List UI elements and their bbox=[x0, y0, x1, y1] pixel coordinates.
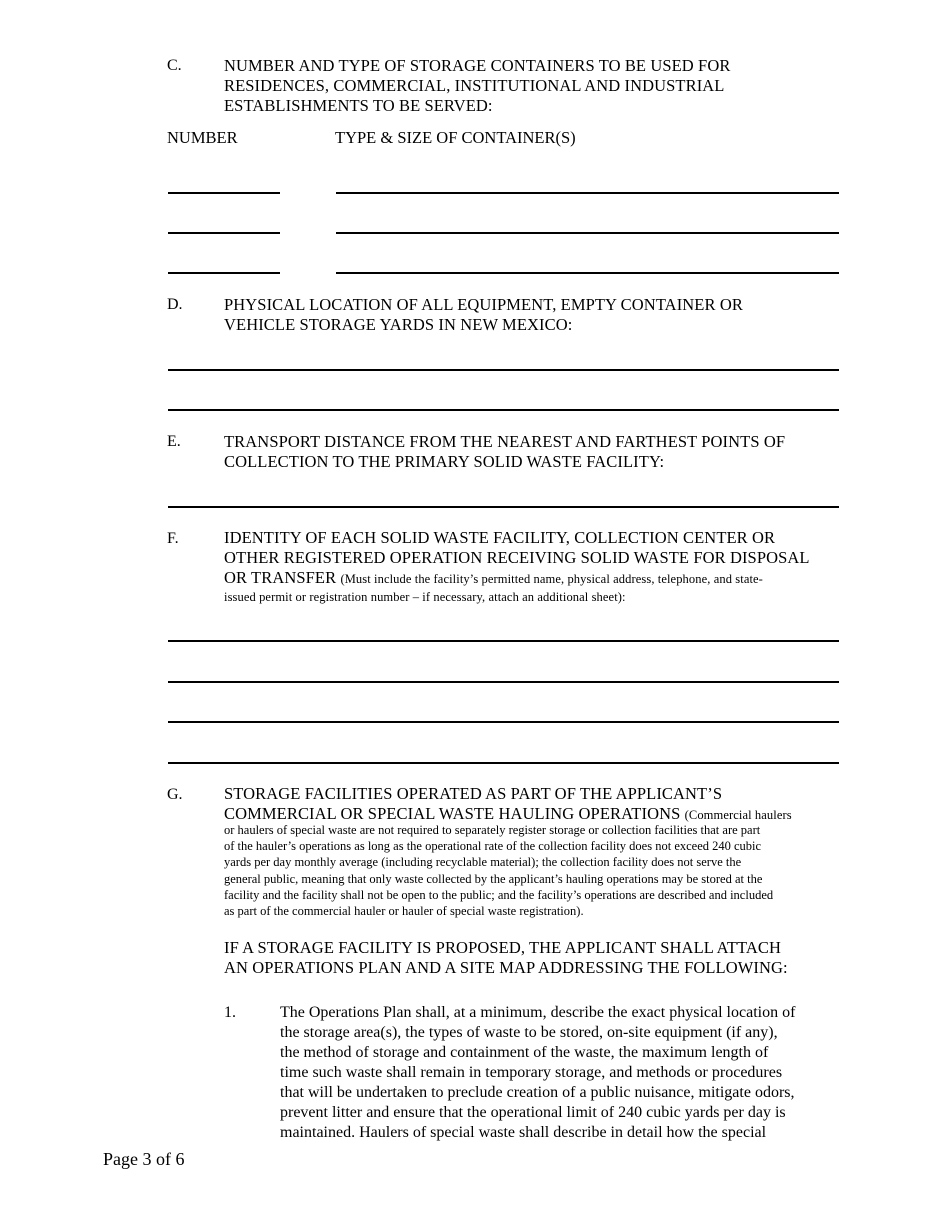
section-g-letter: G. bbox=[167, 786, 183, 803]
facility-entry-line-2[interactable] bbox=[168, 681, 839, 683]
number-entry-line-3[interactable] bbox=[168, 272, 280, 274]
section-g-note-line: as part of the commercial hauler or hauler of special waste registration). bbox=[224, 904, 584, 919]
section-g-note-line: facility and the facility shall not be open to the public; and the facility’s operations are described and included bbox=[224, 887, 774, 902]
facility-entry-line-1[interactable] bbox=[168, 640, 839, 642]
transport-distance-entry-line[interactable] bbox=[168, 506, 839, 508]
section-f-note-second: issued permit or registration number – if necessary, attach an additional sheet): bbox=[224, 590, 626, 604]
section-f-heading-tail: OR TRANSFER bbox=[224, 568, 337, 587]
type-entry-line-2[interactable] bbox=[336, 232, 839, 234]
operations-plan-instruction-line: AN OPERATIONS PLAN AND A SITE MAP ADDRESSING THE FOLLOWING: bbox=[224, 958, 788, 977]
type-entry-line-3[interactable] bbox=[336, 272, 839, 274]
section-g-heading bbox=[224, 784, 844, 824]
item-1-line: the storage area(s), the types of waste to be stored, on-site equipment (if any), bbox=[280, 1024, 778, 1041]
section-f-heading-last-line bbox=[224, 568, 844, 588]
section-c-heading-line: NUMBER AND TYPE OF STORAGE CONTAINERS TO BE USED FOR bbox=[224, 56, 731, 75]
page-number: Page 3 of 6 bbox=[103, 1149, 185, 1169]
section-g-note-line: general public, meaning that only waste collected by the applicant’s hauling operations may be stored at the bbox=[224, 871, 763, 886]
section-g-note-line: of the hauler’s operations as long as the operational rate of the collection facility does not exceed 240 cubic bbox=[224, 839, 762, 854]
section-c-heading-line: RESIDENCES, COMMERCIAL, INSTITUTIONAL AND INDUSTRIAL bbox=[224, 76, 725, 95]
section-g-note-line: or haulers of special waste are not required to separately register storage or collection facilities that are part bbox=[224, 823, 761, 837]
item-1-line: prevent litter and ensure that the operational limit of 240 cubic yards per day is bbox=[280, 1104, 786, 1121]
section-g-heading-line2: COMMERCIAL OR SPECIAL WASTE HAULING OPERATIONS bbox=[224, 804, 681, 823]
item-1-number: 1. bbox=[224, 1004, 236, 1021]
type-entry-line-1[interactable] bbox=[336, 192, 839, 194]
section-g-note-first: (Commercial haulers bbox=[684, 808, 792, 822]
section-d-letter: D. bbox=[167, 296, 183, 313]
item-1-line: maintained. Haulers of special waste shall describe in detail how the special bbox=[280, 1124, 767, 1141]
section-d-heading bbox=[224, 295, 743, 335]
operations-plan-instruction bbox=[224, 938, 788, 978]
section-d-heading-line: PHYSICAL LOCATION OF ALL EQUIPMENT, EMPTY CONTAINER OR bbox=[224, 295, 743, 314]
facility-entry-line-3[interactable] bbox=[168, 721, 839, 723]
number-entry-line-1[interactable] bbox=[168, 192, 280, 194]
section-g-heading-line: STORAGE FACILITIES OPERATED AS PART OF THE APPLICANT’S bbox=[224, 784, 723, 803]
section-d-heading-line: VEHICLE STORAGE YARDS IN NEW MEXICO: bbox=[224, 315, 573, 334]
operations-plan-instruction-line: IF A STORAGE FACILITY IS PROPOSED, THE APPLICANT SHALL ATTACH bbox=[224, 938, 781, 957]
location-entry-line-1[interactable] bbox=[168, 369, 839, 371]
section-e-letter: E. bbox=[167, 433, 181, 450]
section-c-letter: C. bbox=[167, 57, 182, 74]
number-entry-line-2[interactable] bbox=[168, 232, 280, 234]
section-f-letter: F. bbox=[167, 530, 179, 547]
section-g-note-line: yards per day monthly average (including recyclable material); the collection facility does not serve the bbox=[224, 855, 742, 870]
item-1-line: The Operations Plan shall, at a minimum, describe the exact physical location of bbox=[280, 1004, 796, 1021]
section-c-heading bbox=[224, 56, 730, 116]
section-f-heading bbox=[224, 528, 844, 606]
section-c-heading-line: ESTABLISHMENTS TO BE SERVED: bbox=[224, 96, 493, 115]
location-entry-line-2[interactable] bbox=[168, 409, 839, 411]
section-e-heading-line: COLLECTION TO THE PRIMARY SOLID WASTE FACILITY: bbox=[224, 452, 665, 471]
section-e-heading bbox=[224, 432, 785, 472]
item-1-paragraph bbox=[280, 1003, 840, 1143]
type-size-column-label: TYPE & SIZE OF CONTAINER(S) bbox=[335, 128, 576, 147]
section-f-heading-line: OTHER REGISTERED OPERATION RECEIVING SOLID WASTE FOR DISPOSAL bbox=[224, 548, 810, 567]
item-1-line: that will be undertaken to preclude creation of a public nuisance, mitigate odors, bbox=[280, 1084, 795, 1101]
number-column-label: NUMBER bbox=[167, 128, 238, 147]
section-g-note bbox=[224, 822, 844, 919]
item-1-line: time such waste shall remain in temporary storage, and methods or procedures bbox=[280, 1064, 783, 1081]
facility-entry-line-4[interactable] bbox=[168, 762, 839, 764]
section-f-heading-line: IDENTITY OF EACH SOLID WASTE FACILITY, COLLECTION CENTER OR bbox=[224, 528, 776, 547]
section-g-heading-line bbox=[224, 804, 844, 824]
item-1-line: the method of storage and containment of the waste, the maximum length of bbox=[280, 1044, 769, 1061]
section-f-note-first: (Must include the facility’s permitted name, physical address, telephone, and state- bbox=[340, 572, 763, 586]
section-e-heading-line: TRANSPORT DISTANCE FROM THE NEAREST AND FARTHEST POINTS OF bbox=[224, 432, 786, 451]
